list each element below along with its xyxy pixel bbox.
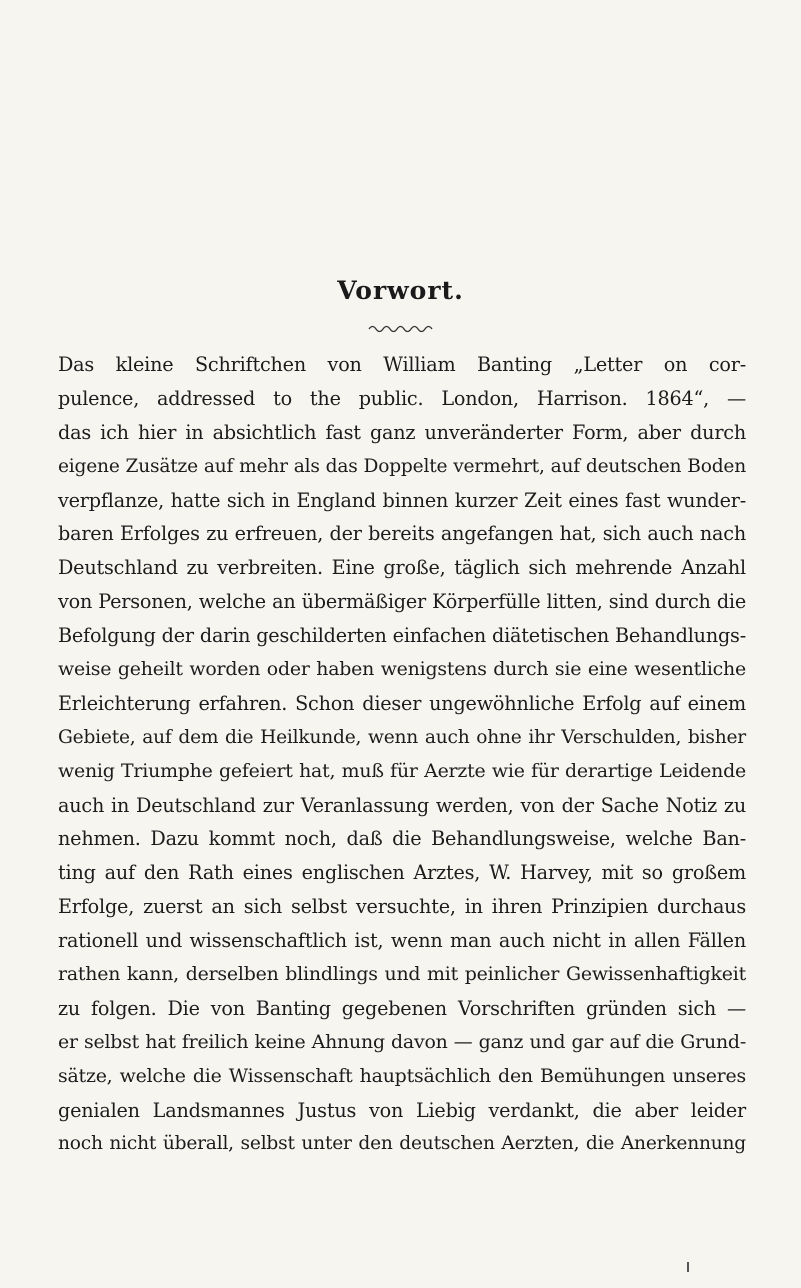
text-line: Befolgung der darin geschilderten einfachen diätetischen Behandlungs-	[58, 624, 746, 648]
text-line: er selbst hat freilich keine Ahnung davon — ganz und gar auf die Grund-	[58, 1030, 746, 1053]
wavy-divider-ornament	[368, 324, 434, 334]
text-line: das ich hier in absichtlich fast ganz unveränderter Form, aber durch	[58, 420, 746, 444]
text-line: auch in Deutschland zur Veranlassung werden, von der Sache Notiz zu	[58, 793, 746, 817]
text-line: ting auf den Rath eines englischen Arztes, W. Harvey, mit so großem	[58, 861, 746, 885]
text-line: Gebiete, auf dem die Heilkunde, wenn auch ohne ihr Verschulden, bisher	[58, 726, 746, 748]
text-line: eigene Zusätze auf mehr als das Doppelte vermehrt, auf deutschen Boden	[58, 455, 746, 477]
text-line: wenig Triumphe gefeiert hat, muß für Aerzte wie für derartige Leidende	[58, 759, 746, 782]
text-line: pulence, addressed to the public. London, Harrison. 1864“, —	[58, 386, 746, 410]
text-line: von Personen, welche an übermäßiger Körperfülle litten, sind durch die	[58, 590, 746, 614]
page-title: Vorwort.	[337, 276, 464, 305]
preface-paragraph	[58, 348, 746, 1161]
text-line: Erfolge, zuerst an sich selbst versuchte, in ihren Prinzipien durchaus	[58, 895, 746, 919]
text-line: noch nicht überall, selbst unter den deutschen Aerzten, die Anerkennung	[58, 1133, 746, 1155]
text-line: Das kleine Schriftchen von William Banting „Letter on cor-	[58, 353, 746, 376]
text-line: rationell und wissenschaftlich ist, wenn man auch nicht in allen Fällen	[58, 929, 746, 953]
print-mark	[687, 1262, 689, 1272]
text-line: Erleichterung erfahren. Schon dieser ungewöhnliche Erfolg auf einem	[58, 691, 746, 715]
text-line: Deutschland zu verbreiten. Eine große, täglich sich mehrende Anzahl	[58, 556, 746, 580]
text-line: baren Erfolges zu erfreuen, der bereits angefangen hat, sich auch nach	[58, 522, 746, 546]
text-line: verpflanze, hatte sich in England binnen kurzer Zeit eines fast wunder-	[58, 488, 746, 512]
text-line: sätze, welche die Wissenschaft hauptsächlich den Bemühungen unseres	[58, 1064, 746, 1087]
text-line: rathen kann, derselben blindlings und mit peinlicher Gewissenhaftigkeit	[58, 963, 746, 986]
text-line: zu folgen. Die von Banting gegebenen Vorschriften gründen sich —	[58, 996, 746, 1020]
text-line: nehmen. Dazu kommt noch, daß die Behandlungsweise, welche Ban-	[58, 827, 746, 851]
text-line: weise geheilt worden oder haben wenigstens durch sie eine wesentliche	[58, 658, 746, 681]
text-line: genialen Landsmannes Justus von Liebig verdankt, die aber leider	[58, 1098, 746, 1122]
